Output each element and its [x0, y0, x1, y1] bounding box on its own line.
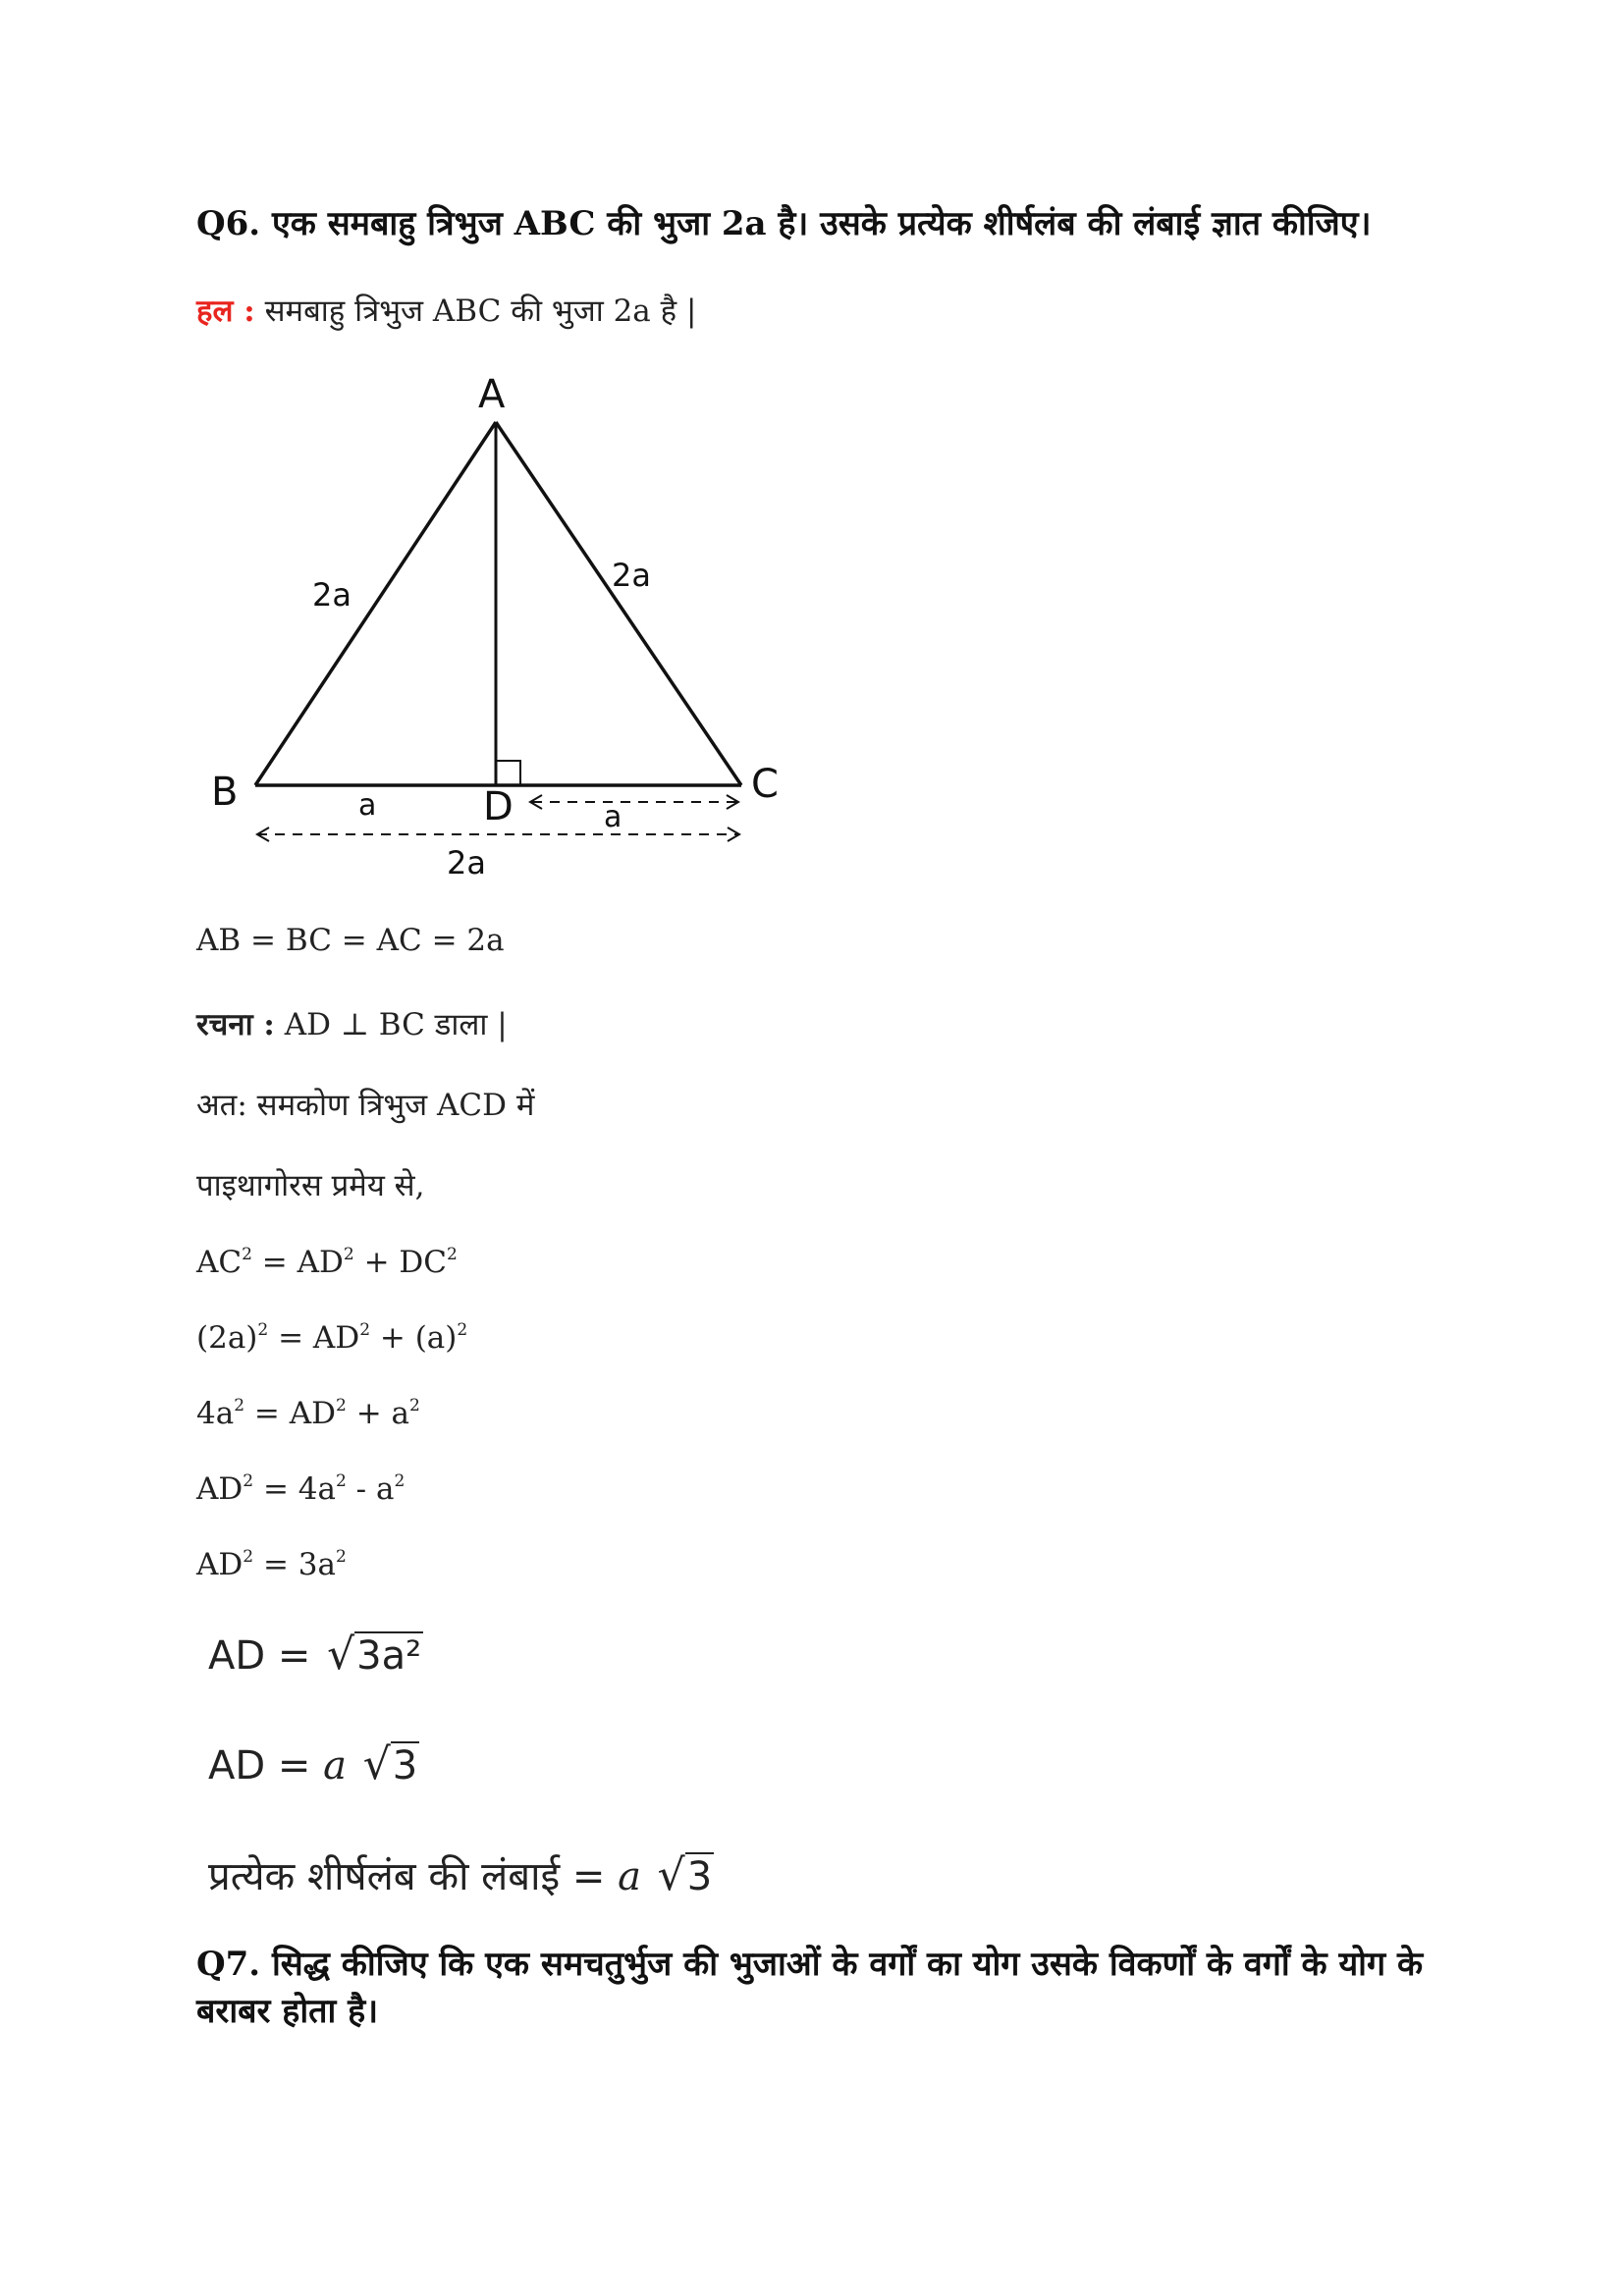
superscript: 2	[335, 1471, 347, 1492]
solution-text: समबाहु त्रिभुज ABC की भुजा 2a है |	[254, 294, 697, 329]
sqrt-expression	[359, 1739, 420, 1789]
superscript: 2	[335, 1547, 347, 1568]
bc-length-label: 2a	[447, 844, 486, 881]
triangle-diagram	[196, 358, 825, 888]
eq3-term-a: + (a)	[370, 1320, 458, 1356]
eq2-term-dc: + DC	[353, 1245, 447, 1280]
question-6-title: Q6. एक समबाहु त्रिभुज ABC की भुजा 2a है। उसके प्रत्येक शीर्षलंब की लंबाई ज्ञात कीजिए।	[196, 204, 1372, 243]
equation-expanded	[196, 1396, 420, 1431]
eq4-term-a: + a	[346, 1396, 410, 1431]
eq5-term-4a: = 4a	[253, 1471, 336, 1507]
radicand: 3	[392, 1743, 418, 1789]
equation-simplified	[196, 1547, 347, 1582]
variable-a: a	[618, 1854, 641, 1899]
superscript: 2	[457, 1320, 468, 1341]
radical-icon: √	[327, 1629, 355, 1680]
sqrt-expression	[654, 1850, 715, 1900]
radicand: 3a²	[356, 1633, 422, 1679]
vertex-c-label: C	[751, 762, 779, 807]
superscript: 2	[409, 1396, 420, 1416]
superscript: 2	[447, 1245, 458, 1265]
superscript: 2	[234, 1396, 245, 1416]
side-ac-label: 2a	[612, 557, 651, 594]
bc-arrow-right	[728, 828, 739, 841]
radical-icon: √	[362, 1739, 391, 1789]
eq2-term-ad: = AD	[251, 1245, 344, 1280]
solution-label: हल :	[196, 294, 255, 329]
side-ab	[255, 422, 496, 785]
superscript: 2	[336, 1396, 347, 1416]
solution-intro	[196, 290, 696, 331]
variable-a: a	[323, 1743, 347, 1789]
construction-line	[196, 1003, 508, 1044]
result1-lhs: AD =	[208, 1633, 324, 1679]
vertex-b-label: B	[211, 770, 239, 815]
construction-label: रचना :	[196, 1007, 275, 1042]
radicand: 3	[686, 1854, 713, 1899]
equation-pythagoras	[196, 1245, 458, 1280]
dc-length-label: a	[604, 800, 622, 834]
vertex-d-label: D	[483, 784, 514, 829]
eq4-term-4a: 4a	[196, 1396, 235, 1431]
final-answer	[208, 1847, 714, 1901]
equation-sides-equal: AB = BC = AC = 2a	[196, 923, 505, 958]
vertex-a-label: A	[478, 372, 506, 417]
equation-substitution	[196, 1320, 467, 1356]
result2-lhs: AD =	[208, 1743, 324, 1789]
superscript: 2	[243, 1471, 254, 1492]
side-ab-label: 2a	[312, 576, 352, 614]
superscript: 2	[257, 1320, 269, 1341]
superscript: 2	[359, 1320, 371, 1341]
superscript: 2	[243, 1547, 254, 1568]
eq3-term-ad: = AD	[268, 1320, 360, 1356]
radical-icon: √	[657, 1850, 685, 1900]
result-sqrt-3a2	[208, 1629, 423, 1680]
bd-length-label: a	[358, 788, 377, 823]
eq6-term-ad: AD	[196, 1547, 243, 1582]
eq5-term-a: - a	[346, 1471, 395, 1507]
sqrt-expression	[323, 1629, 423, 1680]
final-answer-lhs: प्रत्येक शीर्षलंब की लंबाई =	[208, 1854, 619, 1899]
pythagoras-line: पाइथागोरस प्रमेय से,	[196, 1168, 425, 1203]
eq2-term-ac: AC	[196, 1245, 243, 1280]
side-ac	[496, 422, 741, 785]
superscript: 2	[394, 1471, 406, 1492]
eq4-term-ad: = AD	[244, 1396, 336, 1431]
eq6-term-3a: = 3a	[253, 1547, 336, 1582]
result-a-sqrt3	[208, 1739, 419, 1789]
therefore-line: अत: समकोण त्रिभुज ACD में	[196, 1088, 535, 1123]
eq5-term-ad: AD	[196, 1471, 243, 1507]
right-angle-marker	[496, 761, 520, 785]
construction-text: AD ⊥ BC डाला |	[274, 1007, 508, 1042]
question-7-title: Q7. सिद्ध कीजिए कि एक समचतुर्भुज की भुजाओं के वर्गों का योग उसके विकर्णों के वर्गों के योग के बराबर होता है।	[196, 1945, 1424, 2031]
superscript: 2	[242, 1245, 252, 1265]
superscript: 2	[343, 1245, 354, 1265]
equation-rearranged	[196, 1471, 405, 1507]
eq3-term-2a: (2a)	[196, 1320, 258, 1356]
